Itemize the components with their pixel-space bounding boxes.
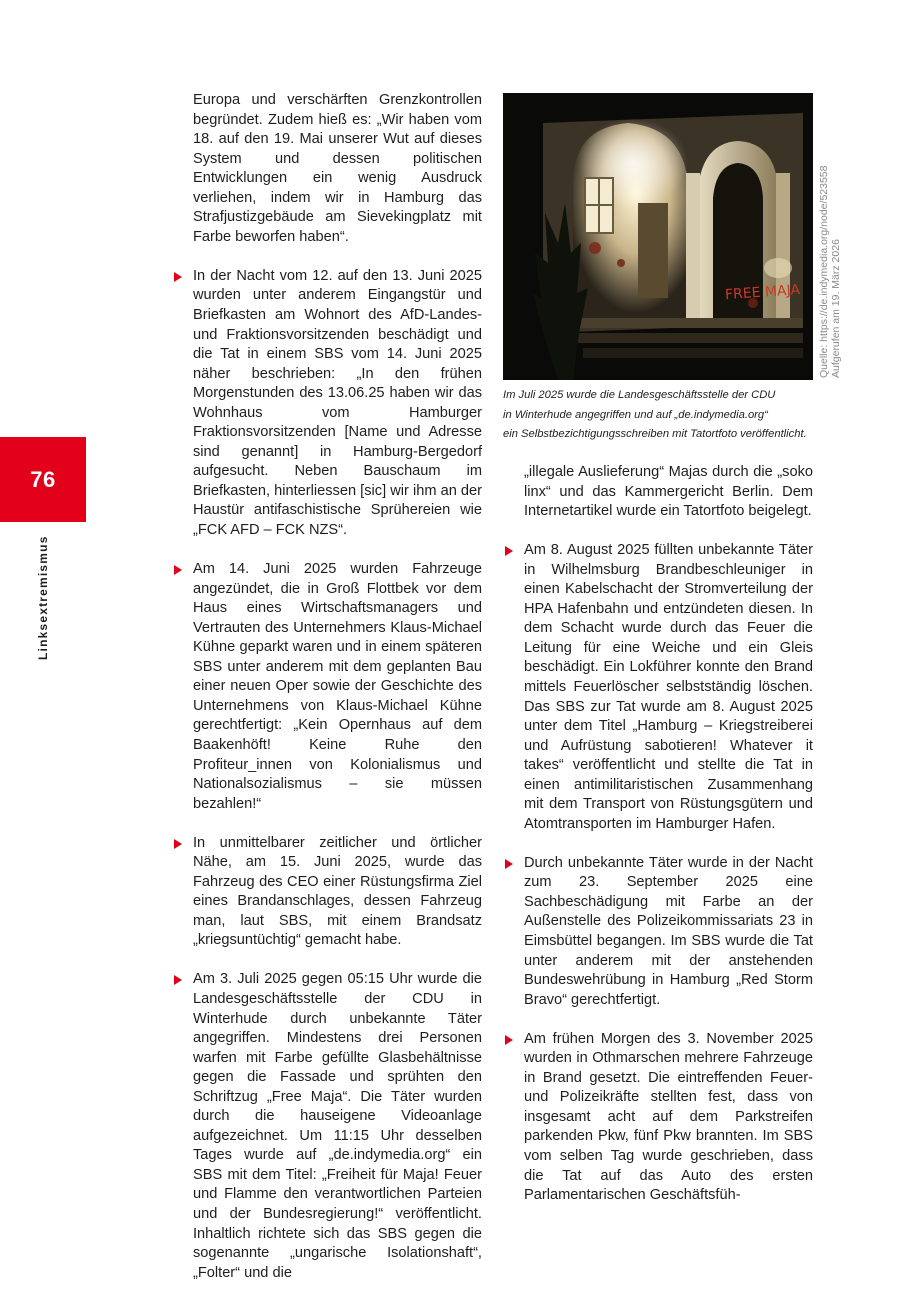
list-item — [505, 541, 813, 834]
list-item-text: Am 14. Juni 2025 wurden Fahrzeuge angezündet, die in Groß Flottbek vor dem Haus eines Wirtschaftsmanagers und Vertrauten des Unternehmers Klaus-Michael Kühne geparkt waren und in einem späteren SBS unter anderem mit dem geplanten Bau einer neuen Oper sowie der Geschichte des Unternehmens von Klaus-Michael Kühne gerechtfertigt: „Kein Opernhaus auf dem Baakenhöft! Keine Ruhe den Profiteur_innen von Kolonialismus und Nationalsozialismus – sie müssen bezahlen!“ — [193, 561, 482, 812]
figure-caption — [503, 386, 843, 445]
list-item-text: In unmittelbarer zeitlicher und örtlicher Nähe, am 15. Juni 2025, wurde das Fahrzeug des CEO einer Rüstungsfirma Ziel eines Brandanschlages, dessen Fahrzeug man, laut SBS, mit einem Brandsatz „kriegsuntüchtig“ gemacht habe. — [193, 834, 482, 949]
caption-line: Im Juli 2025 wurde die Landesgeschäftsstelle der CDU — [503, 389, 776, 401]
list-item-text: Am frühen Morgen des 3. November 2025 wurden in Othmarschen mehrere Fahrzeuge in Brand gesetzt. Die eintreffenden Feuer- und Polizeikräfte stellten fest, dass von insgesamt acht auf dem Parkstreifen parkenden Pkw, fünf Pkw brannten. Im SBS vom selben Tag wurde geschrieben, dass die Tat auf das Auto des ersten Parlamentarischen Geschäftsfüh- — [524, 1030, 813, 1204]
list-item — [174, 267, 482, 541]
list-item — [505, 1030, 813, 1206]
bullet-triangle-icon — [505, 1035, 513, 1045]
left-text-column — [174, 91, 482, 1303]
credit-line: Aufgerufen am 19. März 2026 — [830, 239, 842, 378]
right-text-column — [505, 463, 813, 1225]
list-item — [174, 970, 482, 1283]
bullet-triangle-icon — [505, 859, 513, 869]
list-item-text: In der Nacht vom 12. auf den 13. Juni 2025 wurden unter anderem Eingangstür und Briefkasten am Wohnort des AfD-Landes- und Fraktionsvorsitzenden beschädigt und die Tat in einem SBS vom 14. Juni 2025 näher beschrieben: „In den frühen Morgenstunden des 13.06.25 haben wir das Wohnhaus vom Hamburger Fraktionsvorsitzenden [Name und Adresse sind genannt] in Hamburg-Bergedorf aufgesucht. Neben Bauschaum im Briefkasten, hinterliessen [sic] wir ihm an der Haustür antifaschistische Sprühereien wie „FCK AFD – FCK NZS“. — [193, 267, 482, 538]
list-item — [174, 560, 482, 814]
bullet-triangle-icon — [174, 975, 182, 985]
continued-paragraph: Europa und verschärften Grenzkontrollen begründet. Zudem hieß es: „Wir haben vom 18. auf den 19. Mai unserer Wut auf dieses System und dessen politischen Entwicklungen ein wenig Ausdruck verliehen, indem wir in Hamburg das Strafjustizgebäude am Sievekingplatz mit Farbe beworfen haben“. — [193, 92, 482, 245]
crime-scene-photo — [503, 93, 813, 380]
graffiti-text: FREE MAJA — [724, 282, 801, 304]
photo-credit — [818, 166, 842, 378]
list-item-text: Am 3. Juli 2025 gegen 05:15 Uhr wurde die Landesgeschäftsstelle der CDU in Winterhude durch unbekannte Täter angegriffen. Mindestens drei Personen warfen mit Farbe gefüllte Glasbehältnisse gegen die Fassade und sprühten den Schriftzug „Free Maja“. Die Täter wurden durch die hauseigene Videoanlage aufgezeichnet. Um 11:15 Uhr desselben Tages wurde auf „de.indymedia.org“ ein SBS mit dem Titel: „Freiheit für Maja! Feuer und Flamme den verantwortlichen Parteien und der Bundesregierung!“ veröffentlicht. Inhaltlich richtete sich das SBS gegen die sogenannte „ungarische Isolationshaft“, „Folter“ und die — [193, 971, 482, 1281]
bullet-triangle-icon — [174, 272, 182, 282]
list-item-text: Durch unbekannte Täter wurde in der Nacht zum 23. September 2025 eine Sachbeschädigung mit Farbe an der Außenstelle des Polizeikommissariats 23 in Eimsbüttel begangen. Im SBS wurde die Tat unter anderem mit der anstehenden Bundeswehrübung in Hamburg „Red Storm Bravo“ gerechtfertigt. — [524, 854, 813, 1008]
list-item-text: Am 8. August 2025 füllten unbekannte Täter in Wilhelmsburg Brandbeschleuniger in einen Kabelschacht der Stromverteilung der HPA Hafenbahn und entzündeten diesen. In dem Schacht wurde durch das Feuer die Leitung für eine Weiche und ein Gleis beschädigt. Ein Lokführer konnte den Brand mittels Feuerlöscher selbstständig löschen. Das SBS zur Tat wurde am 8. August 2025 unter dem Titel „Hamburg – Kriegstreiberei und Aufrüstung sabotieren! Whatever it takes“ veröffentlicht und stellte die Tat in einen antimilitaristischen Zusammenhang mit dem Transport von Rüstungsgütern und Atomtransporten im Hamburger Hafen. — [524, 542, 813, 832]
caption-line: in Winterhude angegriffen und auf „de.indymedia.org“ — [503, 408, 768, 421]
bullet-triangle-icon — [505, 546, 513, 556]
bullet-triangle-icon — [174, 565, 182, 575]
caption-line: ein Selbstbezichtigungsschreiben mit Tatortfoto veröffentlicht. — [503, 428, 807, 440]
continued-paragraph: „illegale Auslieferung“ Majas durch die „soko linx“ und das Kammergericht Berlin. Dem Internetartikel wurde ein Tatortfoto beigelegt. — [524, 464, 813, 520]
bullet-triangle-icon — [174, 839, 182, 849]
page-number: 76 — [30, 466, 56, 492]
credit-line: Quelle: https://de.indymedia.org/node/523558 — [818, 165, 830, 378]
list-item — [505, 854, 813, 1010]
list-item — [174, 834, 482, 951]
page-number-tab — [0, 437, 86, 522]
section-label: Linksextremismus — [36, 535, 50, 660]
